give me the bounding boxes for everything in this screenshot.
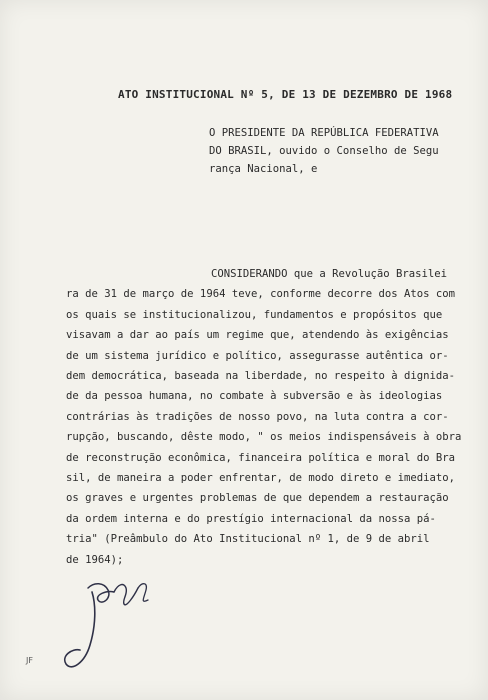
handwritten-signature xyxy=(52,570,162,680)
considering-paragraph xyxy=(66,264,462,570)
document-title: ATO INSTITUCIONAL Nº 5, DE 13 DE DEZEMBRO DE 1968 xyxy=(118,88,453,101)
considering-line: dem democrática, baseada na liberdade, no respeito à dignida- xyxy=(66,370,456,383)
considering-line: rupção, buscando, dêste modo, " os meios indispensáveis à obra xyxy=(66,431,462,444)
considering-line: de um sistema jurídico e político, assegurasse autêntica or- xyxy=(66,349,449,362)
considering-line: sil, de maneira a poder enfrentar, de modo direto e imediato, xyxy=(66,472,456,485)
president-line: DO BRASIL, ouvido o Conselho de Segu xyxy=(209,145,439,157)
considering-line: contrárias às tradições de nosso povo, na luta contra a cor- xyxy=(66,410,449,423)
considering-line: de 1964); xyxy=(66,553,124,566)
considering-line: ra de 31 de março de 1964 teve, conforme decorre dos Atos com xyxy=(66,288,456,301)
considering-line: da ordem interna e do prestígio internacional da nossa pá- xyxy=(66,512,436,525)
considering-line: de reconstrução econômica, financeira política e moral do Bra xyxy=(66,451,456,464)
margin-mark: JF xyxy=(26,656,33,665)
considering-line: CONSIDERANDO que a Revolução Brasilei xyxy=(211,268,447,280)
considering-line: os graves e urgentes problemas de que dependem a restauração xyxy=(66,492,449,505)
president-line: O PRESIDENTE DA REPÚBLICA FEDERATIVA xyxy=(209,127,439,139)
considering-line: de da pessoa humana, no combate à subversão e às ideologias xyxy=(66,390,443,403)
considering-line: visavam a dar ao país um regime que, atendendo às exigências xyxy=(66,329,449,342)
president-paragraph xyxy=(209,124,439,178)
considering-line: tria" (Preâmbulo do Ato Institucional nº 1, de 9 de abril xyxy=(66,533,430,546)
president-line: rança Nacional, e xyxy=(209,163,318,175)
considering-line: os quais se institucionalizou, fundamentos e propósitos que xyxy=(66,308,443,321)
